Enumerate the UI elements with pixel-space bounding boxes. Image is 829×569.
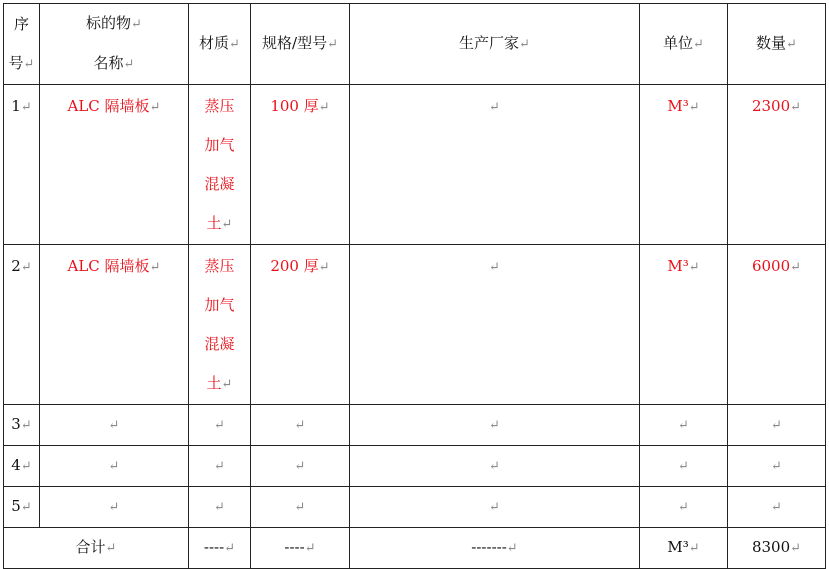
row-number: 5↵ xyxy=(4,487,40,528)
item-qty: ↵ xyxy=(728,446,826,487)
total-qty: 8300↵ xyxy=(728,528,826,569)
total-label: 合计↵ xyxy=(4,528,189,569)
item-name: ↵ xyxy=(40,487,189,528)
material-line: 混凝 xyxy=(204,175,235,193)
item-material xyxy=(189,85,251,245)
header-seq xyxy=(4,4,40,85)
table-row xyxy=(4,85,826,245)
header-unit: 单位↵ xyxy=(640,4,728,85)
header-material: 材质↵ xyxy=(189,4,251,85)
header-maker: 生产厂家↵ xyxy=(350,4,640,85)
header-seq-line-2: 号↵ xyxy=(8,53,35,72)
item-unit: ↵ xyxy=(640,487,728,528)
item-name: ↵ xyxy=(40,446,189,487)
item-name: ALC 隔墙板↵ xyxy=(40,85,189,245)
material-line: 蒸压 xyxy=(204,97,235,115)
header-row xyxy=(4,4,826,85)
item-spec: 100 厚↵ xyxy=(251,85,350,245)
item-qty: 6000↵ xyxy=(728,245,826,405)
item-unit: M³↵ xyxy=(640,245,728,405)
total-spec: ----↵ xyxy=(251,528,350,569)
item-qty: ↵ xyxy=(728,405,826,446)
item-name: ALC 隔墙板↵ xyxy=(40,245,189,405)
table-row xyxy=(4,446,826,487)
table-row xyxy=(4,487,826,528)
item-spec: ↵ xyxy=(251,487,350,528)
item-spec: ↵ xyxy=(251,405,350,446)
header-name-line-2: 名称↵ xyxy=(93,54,135,72)
row-number: 4↵ xyxy=(4,446,40,487)
row-number: 2↵ xyxy=(4,245,40,405)
total-maker: -------↵ xyxy=(350,528,640,569)
item-maker: ↵ xyxy=(350,405,640,446)
item-unit: ↵ xyxy=(640,446,728,487)
item-maker: ↵ xyxy=(350,85,640,245)
item-spec: 200 厚↵ xyxy=(251,245,350,405)
item-material: ↵ xyxy=(189,487,251,528)
item-name: ↵ xyxy=(40,405,189,446)
header-qty: 数量↵ xyxy=(728,4,826,85)
item-qty: ↵ xyxy=(728,487,826,528)
table-row xyxy=(4,245,826,405)
item-maker: ↵ xyxy=(350,446,640,487)
material-line: 土↵ xyxy=(206,374,233,392)
header-name xyxy=(40,4,189,85)
item-spec: ↵ xyxy=(251,446,350,487)
material-line: 蒸压 xyxy=(204,257,235,275)
total-unit: M³↵ xyxy=(640,528,728,569)
header-name-line-1: 标的物↵ xyxy=(86,14,142,32)
material-line: 加气 xyxy=(204,136,235,154)
item-maker: ↵ xyxy=(350,245,640,405)
material-line: 加气 xyxy=(204,296,235,314)
item-material: ↵ xyxy=(189,446,251,487)
item-material: ↵ xyxy=(189,405,251,446)
item-qty: 2300↵ xyxy=(728,85,826,245)
total-row xyxy=(4,528,826,569)
item-material xyxy=(189,245,251,405)
table-row xyxy=(4,405,826,446)
row-number: 1↵ xyxy=(4,85,40,245)
total-material: ----↵ xyxy=(189,528,251,569)
material-line: 混凝 xyxy=(204,335,235,353)
item-unit: M³↵ xyxy=(640,85,728,245)
bid-items-table xyxy=(3,3,826,569)
row-number: 3↵ xyxy=(4,405,40,446)
material-line: 土↵ xyxy=(206,214,233,232)
item-unit: ↵ xyxy=(640,405,728,446)
header-seq-line-1: 序 xyxy=(13,14,29,33)
header-spec: 规格/型号↵ xyxy=(251,4,350,85)
item-maker: ↵ xyxy=(350,487,640,528)
